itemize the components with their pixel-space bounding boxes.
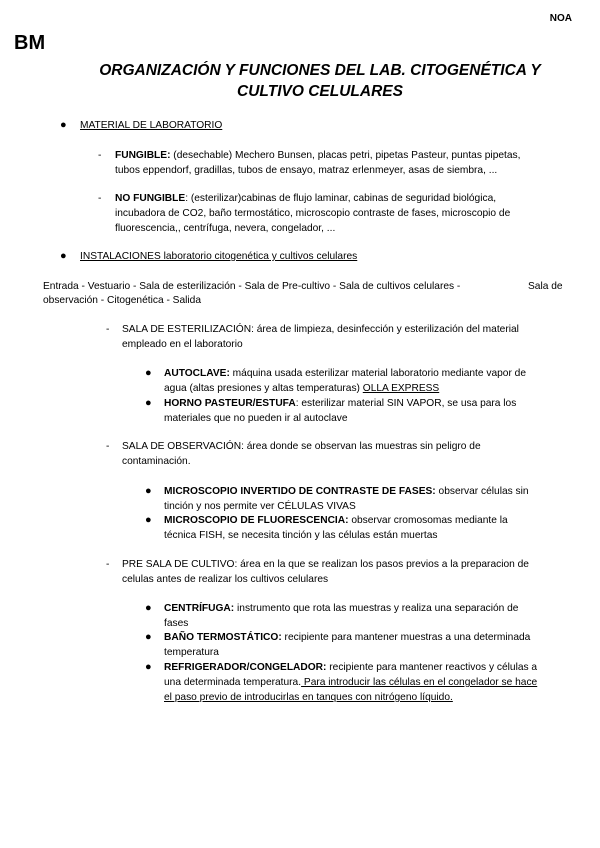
horno-item [164,396,574,426]
bano-text-2: temperatura [164,647,219,658]
refrigerador-item [164,660,574,705]
refri-label: REFRIGERADOR/CONGELADOR: [164,662,327,673]
route-text-2: observación - Citogenética - Salida [43,295,201,306]
sala-observacion [122,439,572,469]
bullet-icon: ● [145,397,152,409]
dash-icon: - [106,324,110,335]
micro2-text-2: técnica FISH, se necesita tinción y las células están muertas [164,530,438,541]
bano-text-1: recipiente para mantener muestras a una determinada [281,632,531,643]
no-fungible-text-3: fluorescencia,, centrífuga, nevera, congelador, ... [115,223,336,234]
precultivo-line-2: celulas antes de realizar los cultivos celulares [122,574,329,585]
bano-label: BAÑO TERMOSTÁTICO: [164,632,282,643]
dash-icon: - [106,441,110,452]
dash-icon: - [98,193,102,204]
horno-label: HORNO PASTEUR/ESTUFA [164,398,296,409]
bullet-icon: ● [145,631,152,643]
micro2-text-1: observar cromosomas mediante la [348,515,508,526]
bullet-icon: ● [145,367,152,379]
esterilizacion-line-1: SALA DE ESTERILIZACIÓN: área de limpieza, desinfección y esterilización del material [122,324,519,335]
route-text-1: Entrada - Vestuario - Sala de esterilización - Sala de Pre-cultivo - Sala de cultivos celulares - [43,281,461,292]
sala-esterilizacion [122,322,572,352]
no-fungible-label: NO FUNGIBLE [115,193,186,204]
logo-text: BM [14,32,46,54]
microscopio-fluorescencia-item [164,513,574,543]
bullet-icon: ● [145,602,152,614]
centri-label: CENTRÍFUGA: [164,603,235,614]
micro1-text-1: observar células sin [435,486,529,497]
dash-icon: - [106,559,110,570]
microscopio-invertido-item [164,484,574,514]
page-title [70,60,570,102]
no-fungible-text-2: incubadora de CO2, baño termostático, microscopio contraste de fases, microscopio de [115,208,511,219]
fungible-text-1: (desechable) Mechero Bunsen, placas petri, pipetas Pasteur, puntas pipetas, [170,150,521,161]
title-line-1: ORGANIZACIÓN Y FUNCIONES DEL LAB. CITOGENÉTICA Y [99,62,541,79]
dash-icon: - [98,150,102,161]
micro1-text-2: tinción y nos permite ver CÉLULAS VIVAS [164,501,356,512]
horno-text-1: : esterilizar material SIN VAPOR, se usa para los [295,398,517,409]
fungible-item [115,148,565,178]
section-heading-material: MATERIAL DE LABORATORIO [80,120,223,131]
bullet-icon: ● [145,514,152,526]
bullet-icon: ● [60,119,67,131]
corner-label: NOA [549,13,572,24]
esterilizacion-line-2: empleado en el laboratorio [122,339,243,350]
refri-text-2a: una determinada temperatura. [164,677,302,688]
horno-text-2: materiales que no pueden ir al autoclave [164,413,348,424]
observacion-line-2: contaminación. [122,456,191,467]
autoclave-text-1: máquina usada esterilizar material laboratorio mediante vapor de [229,368,527,379]
section-heading-instalaciones: INSTALACIONES laboratorio citogenética y cultivos celulares [80,251,358,262]
micro1-label: MICROSCOPIO INVERTIDO DE CONTRASTE DE FASES: [164,486,436,497]
fungible-label: FUNGIBLE: [115,150,171,161]
autoclave-text-2: agua (altas presiones y altas temperaturas) [164,383,363,394]
fungible-text-2: tubos eppendorf, gradillas, tubos de ensayo, matraz erlenmeyer, asas de siembra, ... [115,165,498,176]
centri-text-1: instrumento que rota las muestras y realiza una separación de [234,603,519,614]
centrifuga-item [164,601,574,631]
bullet-icon: ● [145,661,152,673]
refri-text-3: el paso previo de introducirlas en tanques con nitrógeno líquido. [164,692,453,703]
refri-text-2b: Para introducir las células en el congelador se hace [301,677,538,688]
title-line-2: CULTIVO CELULARES [237,83,403,100]
observacion-line-1: SALA DE OBSERVACIÓN: área donde se observan las muestras sin peligro de [122,441,481,452]
centri-text-2: fases [164,618,189,629]
refri-text-1: recipiente para mantener reactivos y células a [326,662,538,673]
autoclave-label: AUTOCLAVE: [164,368,230,379]
micro2-label: MICROSCOPIO DE FLUORESCENCIA: [164,515,349,526]
autoclave-item [164,366,574,396]
bano-item [164,630,574,660]
precultivo-line-1: PRE SALA DE CULTIVO: área en la que se realizan los pasos previos a la preparacion de [122,559,529,570]
bullet-icon: ● [145,485,152,497]
no-fungible-text-1: : (esterilizar)cabinas de flujo laminar, cabinas de seguridad biológica, [185,193,497,204]
autoclave-link: OLLA EXPRESS [362,383,440,394]
route-text-1-end: Sala de [528,281,563,292]
no-fungible-item [115,191,565,236]
pre-sala-cultivo [122,557,572,587]
bullet-icon: ● [60,250,67,262]
